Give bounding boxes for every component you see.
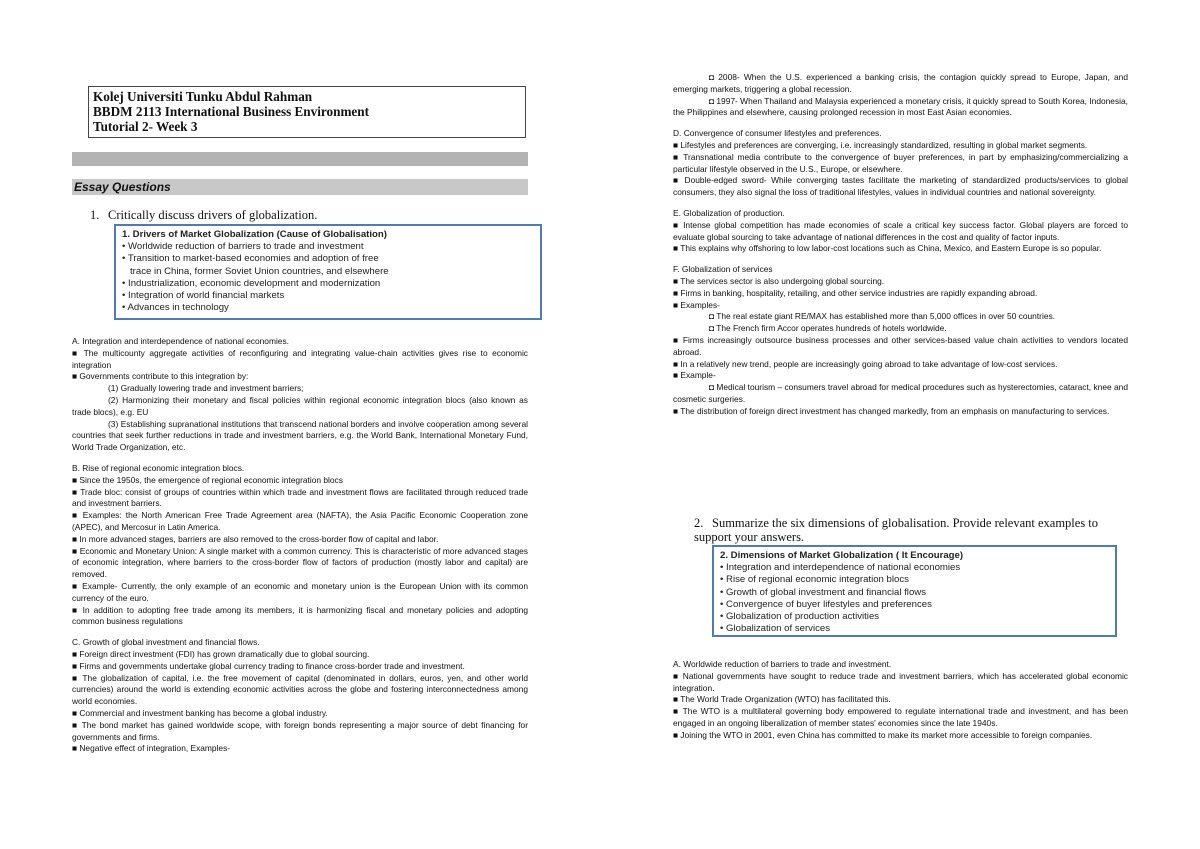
paragraph: (2) Harmonizing their monetary and fiscal policies within regional economic integration blocs (also known as trade blocs), e.g. EU	[72, 394, 528, 417]
paragraph: ■ This explains why offshoring to low labor-cost locations such as China, Mexico, and Eastern Europe is so popular.	[673, 243, 1102, 254]
paragraph: ■ Intense global competition has made economies of scale a critical key success factor. Global players are forced to evaluate global sourcing to take advantage of national differences in the cost and quality of factor inputs.	[673, 219, 1128, 242]
paragraph: ■ The services sector is also undergoing global sourcing.	[673, 275, 885, 286]
section-title: E. Globalization of production.	[673, 207, 785, 218]
header-course: BBDM 2113 International Business Environment	[93, 104, 370, 119]
section-title: A. Worldwide reduction of barriers to trade and investment.	[673, 659, 892, 669]
section-title: A. Integration and interdependence of national economies.	[72, 336, 289, 346]
paragraph: ■ In more advanced stages, barriers are also removed to the cross-border flow of capital and labor.	[72, 533, 439, 544]
question-1-number: 1.	[90, 208, 100, 222]
document-header	[88, 86, 526, 138]
right-column-text	[673, 72, 1128, 418]
paragraph: ■ Lifestyles and preferences are converging, i.e. increasingly standardized, resulting in global market segments.	[673, 139, 1088, 150]
paragraph: ◘ The real estate giant RE/MAX has established more than 5,000 offices in over 50 countries.	[709, 311, 1055, 322]
paragraph: ■ The multicounty aggregate activities of reconfiguring and integrating value-chain activities gives rise to economic integration	[72, 347, 528, 370]
list-item: trace in China, former Soviet Union countries, and elsewhere	[130, 265, 389, 277]
paragraph: ◘ The French firm Accor operates hundreds of hotels worldwide.	[709, 323, 947, 334]
dimensions-box	[712, 545, 1117, 637]
header-tutorial: Tutorial 2- Week 3	[93, 119, 198, 134]
list-item: • Integration of world financial markets	[122, 290, 285, 302]
left-column-text	[72, 336, 528, 755]
paragraph: ■ In a relatively new trend, people are increasingly going abroad to take advantage of low-cost services.	[673, 358, 1058, 369]
paragraph: ■ The WTO is a multilateral governing body empowered to regulate international trade and investment, and has been engaged in an ongoing liberalization of member states' economies since the late 1940s.	[673, 706, 1128, 728]
list-item: • Transition to market-based economies and adoption of free	[122, 253, 379, 265]
paragraph: (1) Gradually lowering trade and investment barriers;	[108, 383, 304, 394]
section-title: C. Growth of global investment and financial flows.	[72, 637, 260, 648]
list-item: • Integration and interdependence of national economies	[720, 562, 961, 574]
paragraph: ■ Joining the WTO in 2001, even China has committed to make its market more accessible to foreign companies.	[673, 729, 1093, 740]
paragraph: ■ In addition to adopting free trade among its members, it is harmonizing fiscal and monetary policies and adopting common business regulations	[72, 604, 528, 627]
section-title: B. Rise of regional economic integration blocs.	[72, 462, 245, 473]
drivers-box	[114, 224, 542, 320]
paragraph: (3) Establishing supranational institutions that transcend national borders and involve cooperation among several countries that seek further reductions in trade and investment barriers, e.g. the World Bank, International Monetary Fund, World Trade Organization, etc.	[72, 418, 528, 453]
paragraph: ◘ 1997- When Thailand and Malaysia experienced a monetary crisis, it quickly spread to South Korea, Indonesia, the Philippines and elsewhere, causing prolonged recession in most East Asian economies.	[673, 95, 1128, 118]
paragraph: ■ Firms in banking, hospitality, retailing, and other service industries are rapidly expanding abroad.	[673, 287, 1038, 298]
list-item: • Globalization of production activities	[720, 611, 880, 623]
divider-bar	[72, 152, 528, 166]
question-2	[694, 516, 1134, 544]
dimensions-box-title: 2. Dimensions of Market Globalization ( It Encourage)	[720, 550, 964, 561]
list-item: • Worldwide reduction of barriers to trade and investment	[122, 241, 364, 253]
list-item: • Industrialization, economic development and modernization	[122, 277, 381, 289]
paragraph: ■ The World Trade Organization (WTO) has facilitated this.	[673, 694, 891, 705]
paragraph: ■ Since the 1950s, the emergence of regional economic integration blocs	[72, 474, 343, 485]
paragraph: ■ Negative effect of integration, Examples-	[72, 743, 231, 754]
question-2-number: 2.	[694, 516, 704, 530]
header-university: Kolej Universiti Tunku Abdul Rahman	[93, 89, 313, 104]
paragraph: ■ Double-edged sword- While converging tastes facilitate the marketing of standardized products/services to global consumers, they also signal the loss of traditional lifestyles, values in individual countries and national sovereignty.	[673, 175, 1128, 198]
question-1-text: Critically discuss drivers of globalization.	[108, 208, 318, 222]
paragraph: ■ The globalization of capital, i.e. the free movement of capital (denominated in dollars, euros, yen, and other world currencies) around the world is extending economic activities across the globe and fostering interconnectedness among world economies.	[72, 672, 528, 707]
paragraph: ■ Examples: the North American Free Trade Agreement area (NAFTA), the Asia Pacific Economic Cooperation zone (APEC), and Mercosur in Latin America.	[72, 510, 528, 532]
list-item: • Globalization of services	[720, 623, 831, 635]
paragraph: ■ Examples-	[673, 299, 720, 310]
list-item: • Convergence of buyer lifestyles and preferences	[720, 598, 932, 610]
paragraph: ■ Firms and governments undertake global currency trading to finance cross-border trade and investment.	[72, 660, 465, 671]
paragraph: ■ Trade bloc: consist of groups of countries within which trade and investment flows are facilitated through reduced trade and investment barriers.	[72, 486, 528, 509]
paragraph: ■ The bond market has gained worldwide scope, with foreign bonds representing a major source of debt financing for governments and firms.	[72, 719, 528, 742]
paragraph: ■ Example- Currently, the only example of an economic and monetary union is the European Union with its common currency of the euro.	[72, 580, 528, 603]
section-title: F. Globalization of services	[673, 264, 773, 275]
essay-questions-heading: Essay Questions	[72, 179, 528, 195]
paragraph: ◘ 2008- When the U.S. experienced a banking crisis, the contagion quickly spread to Europe, Japan, and emerging markets, triggering a global recession.	[673, 72, 1128, 94]
section-title: D. Convergence of consumer lifestyles and preferences.	[673, 128, 882, 139]
drivers-box-title: 1. Drivers of Market Globalization (Cause of Globalisation)	[122, 229, 387, 240]
paragraph: ■ Example-	[673, 370, 716, 381]
paragraph: ■ Transnational media contribute to the convergence of buyer preferences, in part by emphasizing/commercializing a particular lifestyle observed in the U.S., Europe, or elsewhere.	[673, 151, 1128, 174]
list-item: • Advances in technology	[122, 302, 229, 314]
paragraph: ■ Firms increasingly outsource business processes and other services-based value chain activities to vendors located abroad.	[673, 334, 1128, 357]
paragraph: ◘ Medical tourism – consumers travel abroad for medical procedures such as hysterectomies, cataract, knee and cosmetic surgeries.	[673, 382, 1128, 404]
paragraph: ■ Foreign direct investment (FDI) has grown dramatically due to global sourcing.	[72, 648, 370, 659]
list-item: • Rise of regional economic integration blocs	[720, 574, 909, 586]
paragraph: ■ Economic and Monetary Union: A single market with a common currency. This is characteristic of more advanced stages of economic integration, where barriers to the cross-border flow of factors of production (mostly labor and capital) are removed.	[72, 545, 528, 580]
paragraph: ■ National governments have sought to reduce trade and investment barriers, which has accelerated global economic integration.	[673, 670, 1128, 693]
question-1	[90, 208, 317, 222]
paragraph: ■ The distribution of foreign direct investment has changed markedly, from an emphasis on manufacturing to services.	[673, 405, 1110, 416]
paragraph: ■ Commercial and investment banking has become a global industry.	[72, 707, 328, 718]
question-2-text: Summarize the six dimensions of globalisation. Provide relevant examples to support your answers.	[694, 516, 1099, 544]
list-item: • Growth of global investment and financial flows	[720, 586, 926, 598]
paragraph: ■ Governments contribute to this integration by:	[72, 371, 249, 382]
right-column-text-2	[673, 659, 1128, 742]
